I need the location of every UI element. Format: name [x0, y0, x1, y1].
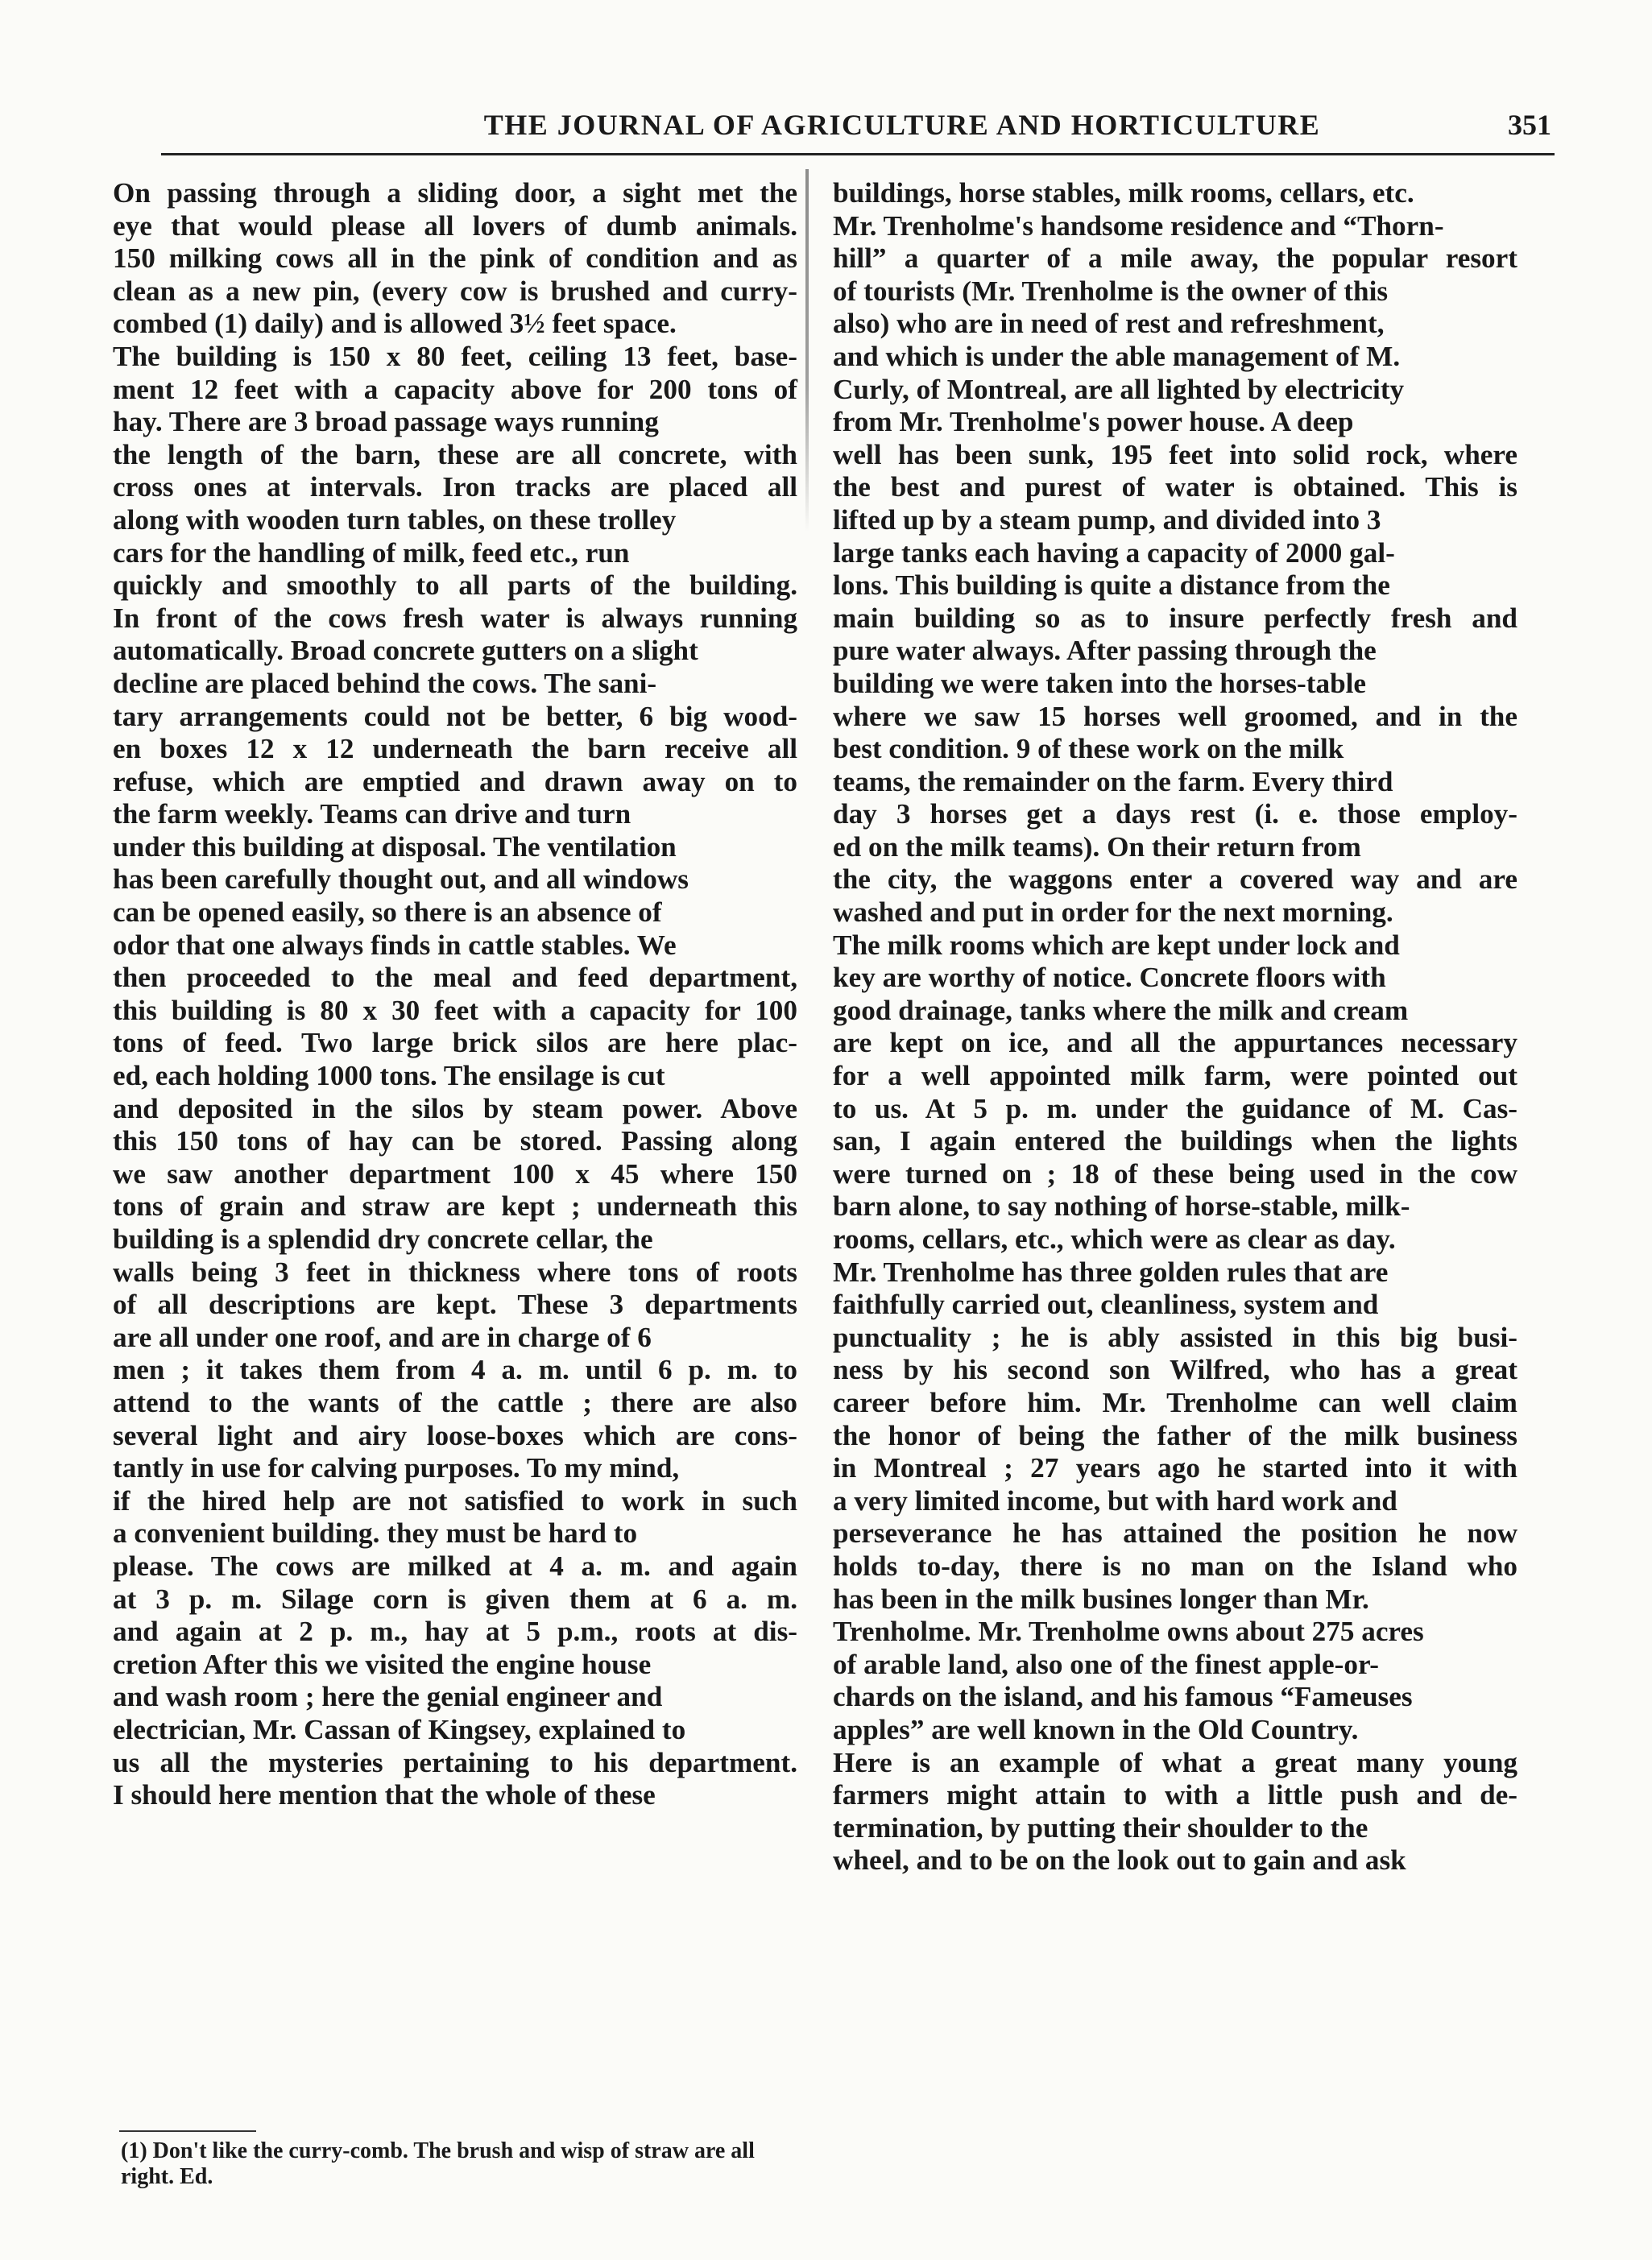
text-line: building we were taken into the horses-table: [833, 667, 1367, 699]
text-line: wheel, and to be on the look out to gain and ask: [833, 1844, 1406, 1877]
text-line: best condition. 9 of these work on the milk: [833, 733, 1344, 765]
text-line: refuse, which are emptied and drawn away on to: [113, 765, 797, 797]
text-line: lons. This building is quite a distance from the: [833, 569, 1390, 602]
text-line: tons of grain and straw are kept ; underneath this: [113, 1190, 797, 1223]
text-line: building is a splendid dry concrete cellar, the: [113, 1223, 653, 1255]
text-line: along with wooden turn tables, on these trolley: [113, 503, 677, 536]
text-line: of all descriptions are kept. These 3 departments: [113, 1289, 797, 1321]
text-line: automatically. Broad concrete gutters on a slight: [113, 635, 698, 667]
text-line: key are worthy of notice. Concrete floors with: [833, 962, 1386, 994]
text-line: perseverance he has attained the position he now: [833, 1517, 1517, 1550]
text-line: of tourists (Mr. Trenholme is the owner of this: [833, 275, 1389, 307]
text-line: and which is under the able management of M.: [833, 340, 1401, 372]
text-line: buildings, horse stables, milk rooms, cellars, etc.: [833, 177, 1414, 209]
text-line: also) who are in need of rest and refreshment,: [833, 308, 1385, 340]
text-line: electrician, Mr. Cassan of Kingsey, explained to: [113, 1713, 686, 1745]
text-line: in Montreal ; 27 years ago he started into it with: [833, 1452, 1517, 1484]
text-line: main building so as to insure perfectly fresh and: [833, 602, 1517, 634]
text-line: washed and put in order for the next morning.: [833, 896, 1393, 929]
text-line: cross ones at intervals. Iron tracks are placed all: [113, 471, 797, 503]
text-line: are all under one roof, and are in charge of 6: [113, 1321, 652, 1353]
text-line: san, I again entered the buildings when the lights: [833, 1125, 1517, 1157]
text-line: we saw another department 100 x 45 where 150: [113, 1157, 797, 1190]
text-line: combed (1) daily) and is allowed 3½ feet space.: [113, 308, 677, 340]
text-line: men ; it takes them from 4 a. m. until 6 p. m. to: [113, 1354, 797, 1386]
text-line: walls being 3 feet in thickness where tons of roots: [113, 1256, 797, 1288]
text-line: large tanks each having a capacity of 2000 gal-: [833, 536, 1395, 569]
text-line: the honor of being the father of the milk business: [833, 1419, 1517, 1451]
footnote: (1) Don't like the curry-comb. The brush and wisp of straw are all right. Ed.: [121, 2138, 755, 2189]
footnote-rule: [119, 2130, 256, 2132]
text-line: cretion After this we visited the engine house: [113, 1648, 652, 1680]
text-line: were turned on ; 18 of these being used in the cow: [833, 1157, 1517, 1190]
text-line: ness by his second son Wilfred, who has a great: [833, 1354, 1517, 1386]
text-line: to us. At 5 p. m. under the guidance of M. Cas-: [833, 1092, 1517, 1124]
text-line: The milk rooms which are kept under lock and: [833, 929, 1400, 961]
column-divider: [805, 169, 809, 532]
text-line: at 3 p. m. Silage corn is given them at 6 a. m.: [113, 1583, 797, 1615]
text-line: punctuality ; he is ably assisted in this big busi-: [833, 1321, 1517, 1353]
page-header: [161, 103, 1555, 151]
text-line: en boxes 12 x 12 underneath the barn receive all: [113, 733, 797, 765]
page-number: 351: [1508, 109, 1551, 141]
text-line: Mr. Trenholme's handsome residence and “Thorn-: [833, 209, 1444, 242]
text-line: eye that would please all lovers of dumb animals.: [113, 209, 797, 242]
text-line: where we saw 15 horses well groomed, and in the: [833, 700, 1517, 732]
text-line: tary arrangements could not be better, 6 big wood-: [113, 700, 797, 732]
text-line: quickly and smoothly to all parts of the building.: [113, 569, 797, 602]
text-line: us all the mysteries pertaining to his department.: [113, 1746, 797, 1778]
text-line: Curly, of Montreal, are all lighted by electricity: [833, 373, 1405, 405]
text-line: can be opened easily, so there is an absence of: [113, 896, 662, 929]
text-line: farmers might attain to with a little push and de-: [833, 1779, 1517, 1811]
text-line: the best and purest of water is obtained. This is: [833, 471, 1517, 503]
text-line: please. The cows are milked at 4 a. m. and again: [113, 1550, 797, 1582]
text-line: hay. There are 3 broad passage ways running: [113, 406, 659, 438]
text-line: a very limited income, but with hard work and: [833, 1484, 1397, 1517]
text-line: are kept on ice, and all the appurtances necessary: [833, 1027, 1517, 1059]
text-line: the length of the barn, these are all concrete, with: [113, 438, 797, 470]
text-line: pure water always. After passing through the: [833, 635, 1377, 667]
text-line: and wash room ; here the genial engineer and: [113, 1681, 663, 1713]
text-line: Here is an example of what a great many young: [833, 1746, 1517, 1778]
text-line: attend to the wants of the cattle ; there are also: [113, 1386, 797, 1418]
text-line: good drainage, tanks where the milk and cream: [833, 994, 1409, 1026]
text-line: The building is 150 x 80 feet, ceiling 13 feet, base-: [113, 340, 797, 372]
text-line: a convenient building. they must be hard to: [113, 1517, 638, 1550]
text-line: lifted up by a steam pump, and divided into 3: [833, 503, 1381, 536]
text-line: of arable land, also one of the finest apple-or-: [833, 1648, 1379, 1680]
text-line: the farm weekly. Teams can drive and turn: [113, 798, 631, 830]
text-line: teams, the remainder on the farm. Every third: [833, 765, 1393, 797]
text-line: ment 12 feet with a capacity above for 200 tons of: [113, 373, 797, 405]
running-head: THE JOURNAL OF AGRICULTURE AND HORTICULTURE: [483, 109, 1321, 141]
text-line: rooms, cellars, etc., which were as clear as day.: [833, 1223, 1396, 1255]
text-line: chards on the island, and his famous “Fameuses: [833, 1681, 1413, 1713]
right-column: [833, 177, 1517, 1877]
text-line: if the hired help are not satisfied to work in such: [113, 1484, 797, 1517]
text-line: faithfully carried out, cleanliness, system and: [833, 1289, 1379, 1321]
text-line: under this building at disposal. The ventilation: [113, 830, 677, 863]
text-line: I should here mention that the whole of these: [113, 1779, 656, 1811]
text-line: and again at 2 p. m., hay at 5 p.m., roots at dis-: [113, 1616, 797, 1648]
text-line: hill” a quarter of a mile away, the popular resort: [833, 242, 1517, 275]
text-line: from Mr. Trenholme's power house. A deep: [833, 406, 1354, 438]
text-line: In front of the cows fresh water is always running: [113, 602, 797, 634]
text-line: apples” are well known in the Old Country.: [833, 1713, 1359, 1745]
text-line: then proceeded to the meal and feed department,: [113, 962, 797, 994]
text-line: career before him. Mr. Trenholme can well claim: [833, 1386, 1517, 1418]
header-rule: [161, 153, 1555, 155]
left-column: [113, 177, 797, 1812]
text-line: 150 milking cows all in the pink of condition and as: [113, 242, 797, 275]
text-line: this 150 tons of hay can be stored. Passing along: [113, 1125, 797, 1157]
text-line: On passing through a sliding door, a sight met the: [113, 177, 797, 209]
text-line: clean as a new pin, (every cow is brushed and curry-: [113, 275, 797, 307]
text-line: several light and airy loose-boxes which are cons-: [113, 1419, 797, 1451]
text-line: well has been sunk, 195 feet into solid rock, where: [833, 438, 1517, 470]
text-line: and deposited in the silos by steam power. Above: [113, 1092, 797, 1124]
text-line: cars for the handling of milk, feed etc., run: [113, 536, 630, 569]
text-line: ed on the milk teams). On their return from: [833, 830, 1361, 863]
text-line: has been in the milk busines longer than Mr.: [833, 1583, 1369, 1615]
text-line: tantly in use for calving purposes. To my mind,: [113, 1452, 680, 1484]
text-line: odor that one always finds in cattle stables. We: [113, 929, 677, 961]
text-line: barn alone, to say nothing of horse-stable, milk-: [833, 1190, 1410, 1223]
text-line: day 3 horses get a days rest (i. e. those employ-: [833, 798, 1517, 830]
text-line: Trenholme. Mr. Trenholme owns about 275 acres: [833, 1616, 1424, 1648]
text-line: termination, by putting their shoulder to the: [833, 1811, 1368, 1844]
text-line: ed, each holding 1000 tons. The ensilage is cut: [113, 1060, 665, 1092]
text-line: holds to-day, there is no man on the Island who: [833, 1550, 1517, 1582]
text-line: decline are placed behind the cows. The sani-: [113, 667, 657, 699]
text-line: has been carefully thought out, and all windows: [113, 863, 689, 896]
text-line: this building is 80 x 30 feet with a capacity for 100: [113, 994, 797, 1026]
text-line: Mr. Trenholme has three golden rules that are: [833, 1256, 1389, 1288]
text-line: the city, the waggons enter a covered way and are: [833, 863, 1517, 896]
text-line: tons of feed. Two large brick silos are here plac-: [113, 1027, 797, 1059]
text-line: for a well appointed milk farm, were pointed out: [833, 1060, 1517, 1092]
